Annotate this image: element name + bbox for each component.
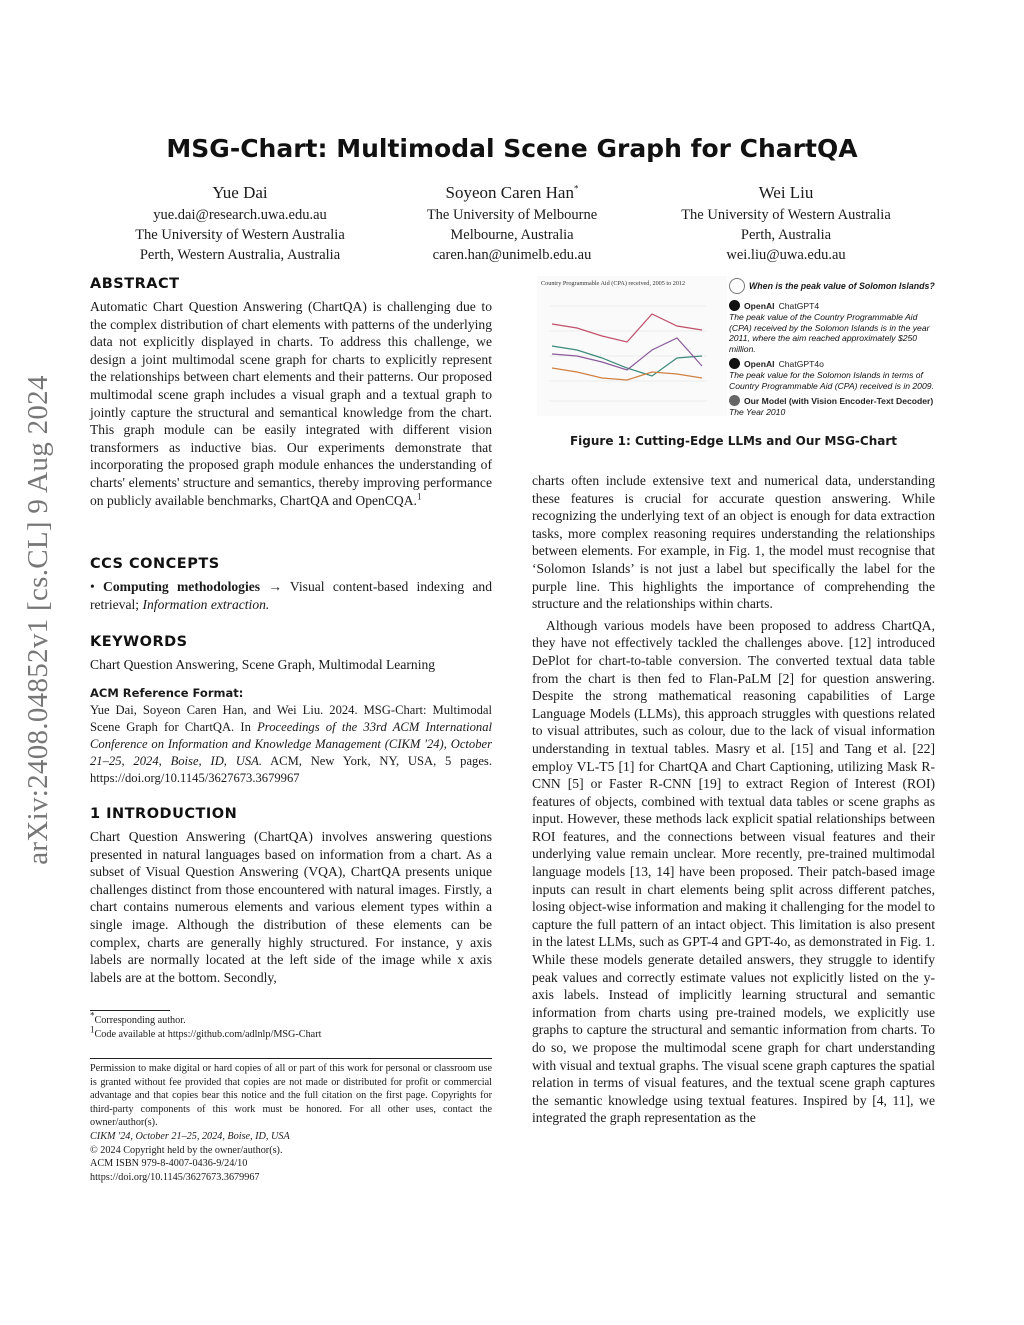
paper-title: MSG-Chart: Multimodal Scene Graph for ChartQA — [166, 134, 858, 163]
footnotes — [90, 1010, 492, 1041]
corresponding-mark: * — [573, 183, 579, 194]
footnote-corresponding: *Corresponding author. — [90, 1010, 186, 1026]
author-email[interactable]: yue.dai@research.uwa.edu.au — [153, 207, 327, 223]
acm-reference-text: Yue Dai, Soyeon Caren Han, and Wei Liu. 2024. MSG-Chart: Multimodal Scene Graph for ChartQA. In Proceedings of the 33rd ACM International Conference on Information and Knowledge Management (CIKM '24), October 21–25, 2024, Boise, ID, USA. ACM, New York, NY, USA, 5 pages. https://doi.org/10.1145/3627673.3679967 — [90, 703, 492, 785]
introduction-text-right-1: charts often include extensive text and numerical data, understanding these features is crucial for accurate question answering. While recognizing the underlying text of an object is enough for data extraction tasks, more complex reasoning requires understanding the relationships between elements. For example, in Fig. 1, the model must recognise that ‘Solomon Islands’ is not just a label but specifically the label for the purple line. This highlights the importance of comprehending the structure and the relationships within charts. — [532, 473, 935, 612]
author-email[interactable]: caren.han@unimelb.edu.au — [432, 247, 592, 263]
abstract-heading: ABSTRACT — [90, 276, 180, 292]
author-location: Melbourne, Australia — [450, 227, 574, 243]
ccs-section — [90, 556, 492, 613]
introduction-continued — [532, 472, 935, 1127]
permission-block — [90, 1062, 492, 1184]
answer-text: The peak value for the Solomon Islands in terms of Country Programmable Aid (CPA) received is in 2009. — [729, 370, 934, 391]
question-row — [729, 278, 935, 294]
doi-link[interactable]: https://doi.org/10.1145/3627673.3679967 — [90, 1171, 260, 1183]
permission-text: Permission to make digital or hard copies of all or part of this work for personal or classroom use is granted without fee provided that copies are not made or distributed for profit or commercial advantage and that copies bear this notice and the full citation on the first page. Copyrights for third-party components of this work must be honored. For all other uses, contact the owner/author(s). — [90, 1063, 492, 1129]
author-name: Yue Dai — [212, 183, 268, 202]
openai-logo-icon — [729, 300, 740, 311]
conference-venue: CIKM '24, October 21–25, 2024, Boise, ID, USA — [90, 1130, 290, 1142]
author-affiliation: The University of Melbourne — [426, 207, 598, 223]
author-name: Wei Liu — [758, 183, 814, 202]
footnote-mark: 1 — [416, 491, 422, 501]
introduction-text-left: Chart Question Answering (ChartQA) involves answering questions presented in natural languages based on information from a chart. As a subset of Visual Question Answering (VQA), ChartQA presents unique challenges distinct from those encountered with natural images. Firstly, a chart contains numerous elements and various element types within a single image. Although the distribution of these elements can be complex, charts are generally highly structured. For instance, y axis labels are normally located at the left side of the image while x axis labels are at the bottom. Secondly, — [90, 829, 492, 985]
answer-gpt4: OpenAI ChatGPT4 The peak value of the Country Programmable Aid (CPA) received by the Solomon Islands is in the year 2011, where the aim reached approximately $250 million. — [729, 300, 935, 354]
arxiv-stamp-text: arXiv:2408.04852v1 [cs.CL] 9 Aug 2024 — [22, 375, 54, 865]
introduction-section — [90, 806, 492, 986]
footnote-rule — [90, 1010, 170, 1011]
chart-thumbnail — [537, 276, 727, 416]
author-block-2 — [362, 182, 662, 265]
user-icon — [729, 278, 745, 294]
figure-caption: Figure 1: Cutting-Edge LLMs and Our MSG-Chart — [569, 434, 898, 448]
figure-1 — [532, 272, 935, 422]
chart-title: Country Programmable Aid (CPA) received, 2005 to 2012 — [541, 280, 686, 287]
author-affiliation: The University of Western Australia — [135, 227, 345, 243]
author-location: Perth, Australia — [740, 227, 832, 243]
answer-text: The peak value of the Country Programmable Aid (CPA) received by the Solomon Islands is in the year 2011, where the aim reached approximately $250 million. — [729, 312, 930, 354]
question-text: When is the peak value of Solomon Islands? — [749, 281, 935, 291]
footnote-code: $^1$Code available at https://github.com/adlnlp/MSG-Chart — [90, 1024, 322, 1040]
acm-reference-label: ACM Reference Format: — [90, 686, 244, 700]
abstract-text: Automatic Chart Question Answering (ChartQA) is challenging due to the complex distribution of chart elements with patterns of the underlying data not explicitly displayed in charts. To address this challenge, we design a joint multimodal scene graph for charts to explicitly represent the relationships between chart elements and their patterns. Our proposed multimodal scene graph includes a visual graph and a textual graph to jointly capture the structural and semantical knowledge from the chart. This graph module can be easily integrated with different vision transformers as inductive bias. Our experiments demonstrate that incorporating the proposed graph module enhances the understanding of charts' elements' structure and semantics, thereby improving performance on publicly available benchmarks, ChartQA and OpenCQA.$^1$ — [90, 299, 492, 508]
introduction-heading: 1 INTRODUCTION — [90, 806, 238, 822]
model-logo-icon — [729, 395, 740, 406]
keywords-section — [90, 634, 492, 674]
isbn: ACM ISBN 979-8-4007-0436-9/24/10 — [90, 1158, 248, 1170]
author-email[interactable]: wei.liu@uwa.edu.au — [726, 247, 846, 263]
permission-rule — [90, 1058, 492, 1059]
qa-panel — [729, 278, 935, 418]
chart-background — [537, 276, 727, 416]
ccs-heading: CCS CONCEPTS — [90, 556, 220, 572]
author-location: Perth, Western Australia, Australia — [139, 247, 341, 263]
copyright: © 2024 Copyright held by the owner/author(s). — [90, 1144, 283, 1156]
keywords-heading: KEYWORDS — [90, 634, 188, 650]
acm-reference — [90, 686, 492, 787]
openai-logo-icon — [729, 358, 740, 369]
author-block-1 — [90, 182, 390, 265]
introduction-text-right-2: Although various models have been proposed to address ChartQA, they have not effectively tackled the challenges above. [12] introduced DePlot for chart-to-table conversion. The converted textual data table from the chart is then fed to Flan-PaLM [2] for question answering. Despite the strong mathematical reasoning capabilities of Large Language Models (LLMs), this approach struggles with questions related to visual attributes, such as colour, due to the lack of visual information understanding in textual tables. Masry et al. [15] and Tang et al. [22] employ VL-T5 [1] for ChartQA and Chart Captioning, utilizing Mask R-CNN [5] or Faster R-CNN [19] to extract Region of Interest (ROI) features of objects, combined with textual data tables or scene graphs as input. However, these methods lack explicit spatial relationships between ROI features, and the connections between visual features and their underlying value remain unclear. More recently, pre-trained multimodal language models [13, 14] have been proposed. Their patch-based image inputs can result in chart elements being split across different patches, losing object-wise information and making it challenging for the model to capture the full pattern of an intact object. This limitation is also present in the latest LLMs, such as GPT-4 and GPT-4o, as demonstrated in Fig. 1. While these models generate detailed answers, they struggle to identify peak values and correctly estimate values not explicitly listed on the y-axis labels. Instead of implicitly learning structural and semantic information from charts using pre-trained models, we explicitly use graphs to capture the structural and semantic information from charts. To do so, we propose the multimodal scene graph for chart understanding with visual and textual graphs. The visual scene graph captures the spatial relation in terms of visual features, and the textual scene graph captures the semantic knowledge using textual features. Inspired by [4, 11], we integrated the graph representation as the — [532, 617, 935, 1126]
answer-text: The Year 2010 — [729, 407, 786, 417]
keywords-text: Chart Question Answering, Scene Graph, Multimodal Learning — [90, 657, 436, 672]
author-affiliation: The University of Western Australia — [681, 207, 891, 223]
abstract-section — [90, 276, 492, 509]
author-name: Soyeon Caren Han* — [445, 183, 579, 202]
answer-gpt4o: OpenAI ChatGPT4o The peak value for the Solomon Islands in terms of Country Programmable Aid (CPA) received is in 2009. — [729, 358, 934, 391]
ccs-text: • Computing methodologies → Visual content-based indexing and retrieval; Information extraction. — [90, 579, 493, 612]
answer-our-model: Our Model (with Vision Encoder-Text Decoder) The Year 2010 — [729, 395, 934, 417]
author-block-3 — [636, 182, 936, 265]
